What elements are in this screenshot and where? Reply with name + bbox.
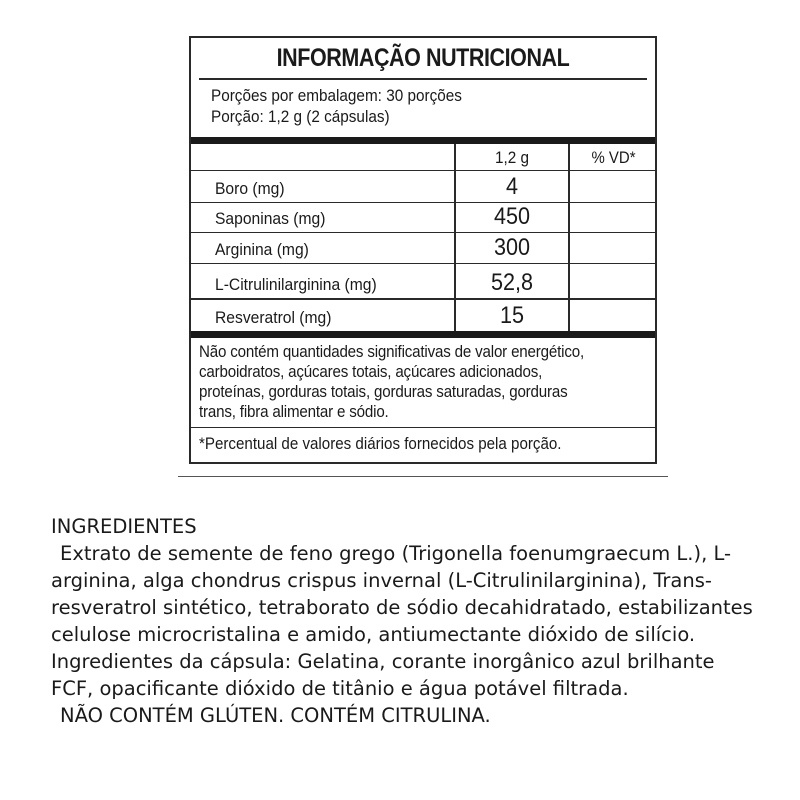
note-line: proteínas, gorduras totais, gorduras saturadas, gorduras bbox=[199, 382, 568, 401]
serving-info bbox=[211, 85, 462, 127]
allergen-statement: NÃO CONTÉM GLÚTEN. CONTÉM CITRULINA. bbox=[60, 704, 491, 727]
table-header-row bbox=[191, 144, 655, 171]
nutrient-name: L-Citrulinilarginina (mg) bbox=[215, 275, 377, 294]
column-divider bbox=[568, 144, 570, 331]
nutrient-amount: 52,8 bbox=[490, 269, 534, 296]
serving-size: Porção: 1,2 g (2 cápsulas) bbox=[211, 107, 390, 126]
ingredients-text: Extrato de semente de feno grego (Trigonella foenumgraecum L.), L-arginina, alga chondrus crispus invernal (L-Citrulinilarginina), Trans-resveratrol sintético, tetraborato de sódio decahidratado, estabilizantes celulose microcristalina e amido, antiumectante dióxido de silício. Ingredientes da cápsula: Gelatina, corante inorgânico azul brilhante FCF, opacificante dióxido de titânio e água potável filtrada. bbox=[51, 542, 753, 700]
nutrient-name: Saponinas (mg) bbox=[215, 209, 326, 228]
section-divider bbox=[178, 476, 668, 477]
title-divider bbox=[199, 78, 647, 80]
label-title: INFORMAÇÃO NUTRICIONAL bbox=[276, 44, 570, 72]
daily-value-footnote: *Percentual de valores diários fornecidos pela porção. bbox=[199, 434, 562, 453]
nutrient-amount: 300 bbox=[493, 234, 531, 261]
ingredients-heading: INGREDIENTES bbox=[51, 515, 197, 538]
table-row bbox=[191, 232, 655, 264]
nutrition-note bbox=[199, 342, 626, 422]
table-row bbox=[191, 300, 655, 331]
thick-divider-top bbox=[191, 137, 655, 144]
nutrition-facts-label bbox=[189, 36, 657, 464]
table-row bbox=[191, 202, 655, 233]
servings-per-package: Porções por embalagem: 30 porções bbox=[211, 86, 462, 105]
thick-divider-bottom bbox=[191, 331, 655, 338]
note-line: trans, fibra alimentar e sódio. bbox=[199, 402, 389, 421]
nutrient-amount: 4 bbox=[505, 173, 519, 200]
table-row bbox=[191, 263, 655, 300]
nutrient-name: Arginina (mg) bbox=[215, 240, 309, 259]
column-header-daily-value: % VD* bbox=[591, 148, 636, 167]
nutrient-name: Resveratrol (mg) bbox=[215, 308, 332, 327]
column-header-amount: 1,2 g bbox=[494, 148, 530, 167]
nutrient-amount: 15 bbox=[499, 302, 525, 329]
nutrient-table bbox=[191, 144, 655, 331]
column-divider bbox=[454, 144, 456, 331]
nutrient-amount: 450 bbox=[493, 203, 531, 230]
ingredients-section bbox=[51, 513, 761, 729]
nutrient-name: Boro (mg) bbox=[215, 179, 285, 198]
footnote-divider bbox=[191, 427, 655, 428]
note-line: carboidratos, açúcares totais, açúcares adicionados, bbox=[199, 362, 543, 381]
note-line: Não contém quantidades significativas de valor energético, bbox=[199, 342, 584, 361]
table-row bbox=[191, 170, 655, 203]
